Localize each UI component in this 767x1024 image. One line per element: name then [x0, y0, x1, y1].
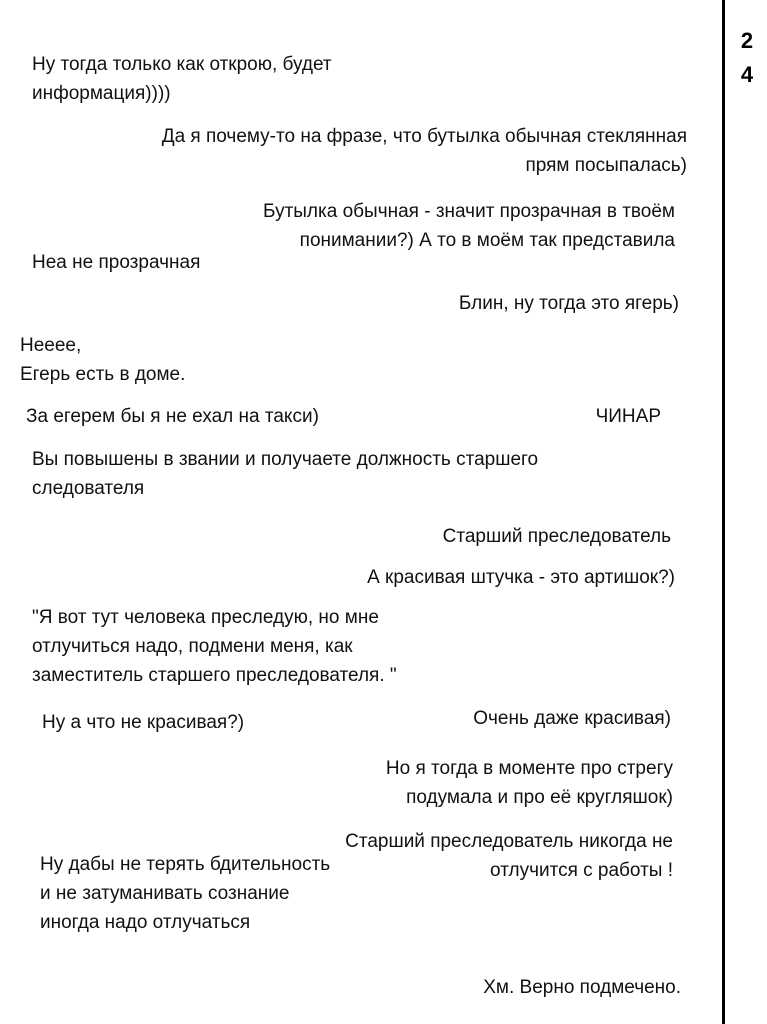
message-18	[483, 973, 681, 1002]
vertical-divider	[722, 0, 725, 1024]
message-6	[20, 331, 185, 389]
message-line: Неа не прозрачная	[32, 252, 201, 273]
message-line: Да я почему-то на фразе, что бутылка обычная стеклянная	[161, 126, 687, 147]
message-line: Бутылка обычная - значит прозрачная в твоём	[263, 201, 675, 222]
message-line: Блин, ну тогда это ягерь)	[458, 293, 679, 314]
message-8	[596, 402, 661, 431]
message-line: Старший преследователь никогда не	[345, 831, 673, 852]
message-line: Вы повышены в звании и получаете должность старшего	[32, 449, 539, 470]
message-13	[42, 708, 244, 737]
message-line: информация))))	[32, 83, 171, 104]
message-4	[32, 248, 200, 277]
message-line: и не затуманивать сознание	[40, 883, 290, 904]
message-9	[32, 445, 538, 503]
message-line: Егерь есть в доме.	[20, 364, 186, 385]
message-16	[345, 827, 673, 885]
message-12	[32, 603, 397, 690]
page-number	[736, 24, 758, 92]
message-line: заместитель старшего преследователя. "	[32, 665, 397, 686]
message-line: Неееe,	[20, 335, 82, 356]
message-line: Но я тогда в моменте про стрегу	[385, 758, 673, 779]
message-line: "Я вот тут человека преследую, но мне	[32, 607, 379, 628]
message-17	[40, 850, 330, 937]
message-line: А красивая штучка - это артишок?)	[367, 567, 675, 588]
page-number-digit: 4	[740, 62, 754, 87]
message-11	[367, 563, 675, 592]
message-10	[443, 522, 671, 551]
message-5	[459, 289, 679, 318]
message-3	[263, 197, 675, 255]
message-line: подумала и про её кругляшок)	[406, 787, 673, 808]
message-line: Ну а что не красивая?)	[42, 712, 245, 733]
message-line: ЧИНАР	[595, 406, 661, 427]
message-line: Ну дабы не терять бдительность	[40, 854, 331, 875]
message-line: отлучится с работы !	[490, 860, 673, 881]
message-line: За егерем бы я не ехал на такси)	[26, 406, 319, 427]
message-line: Ну тогда только как открою, будет	[32, 54, 332, 75]
message-14	[473, 704, 671, 733]
message-line: отлучиться надо, подмени меня, как	[32, 636, 353, 657]
message-line: иногда надо отлучаться	[40, 912, 251, 933]
message-line: следователя	[32, 478, 145, 499]
message-1	[32, 50, 332, 108]
message-line: прям посыпалась)	[525, 155, 687, 176]
message-7	[26, 402, 319, 431]
message-15	[386, 754, 673, 812]
message-line: Очень даже красивая)	[473, 708, 671, 729]
page-number-digit: 2	[740, 28, 754, 53]
message-2	[162, 122, 687, 180]
message-line: Хм. Верно подмечено.	[483, 977, 681, 998]
message-line: Старший преследователь	[442, 526, 671, 547]
message-line: понимании?) А то в моём так представила	[299, 230, 675, 251]
